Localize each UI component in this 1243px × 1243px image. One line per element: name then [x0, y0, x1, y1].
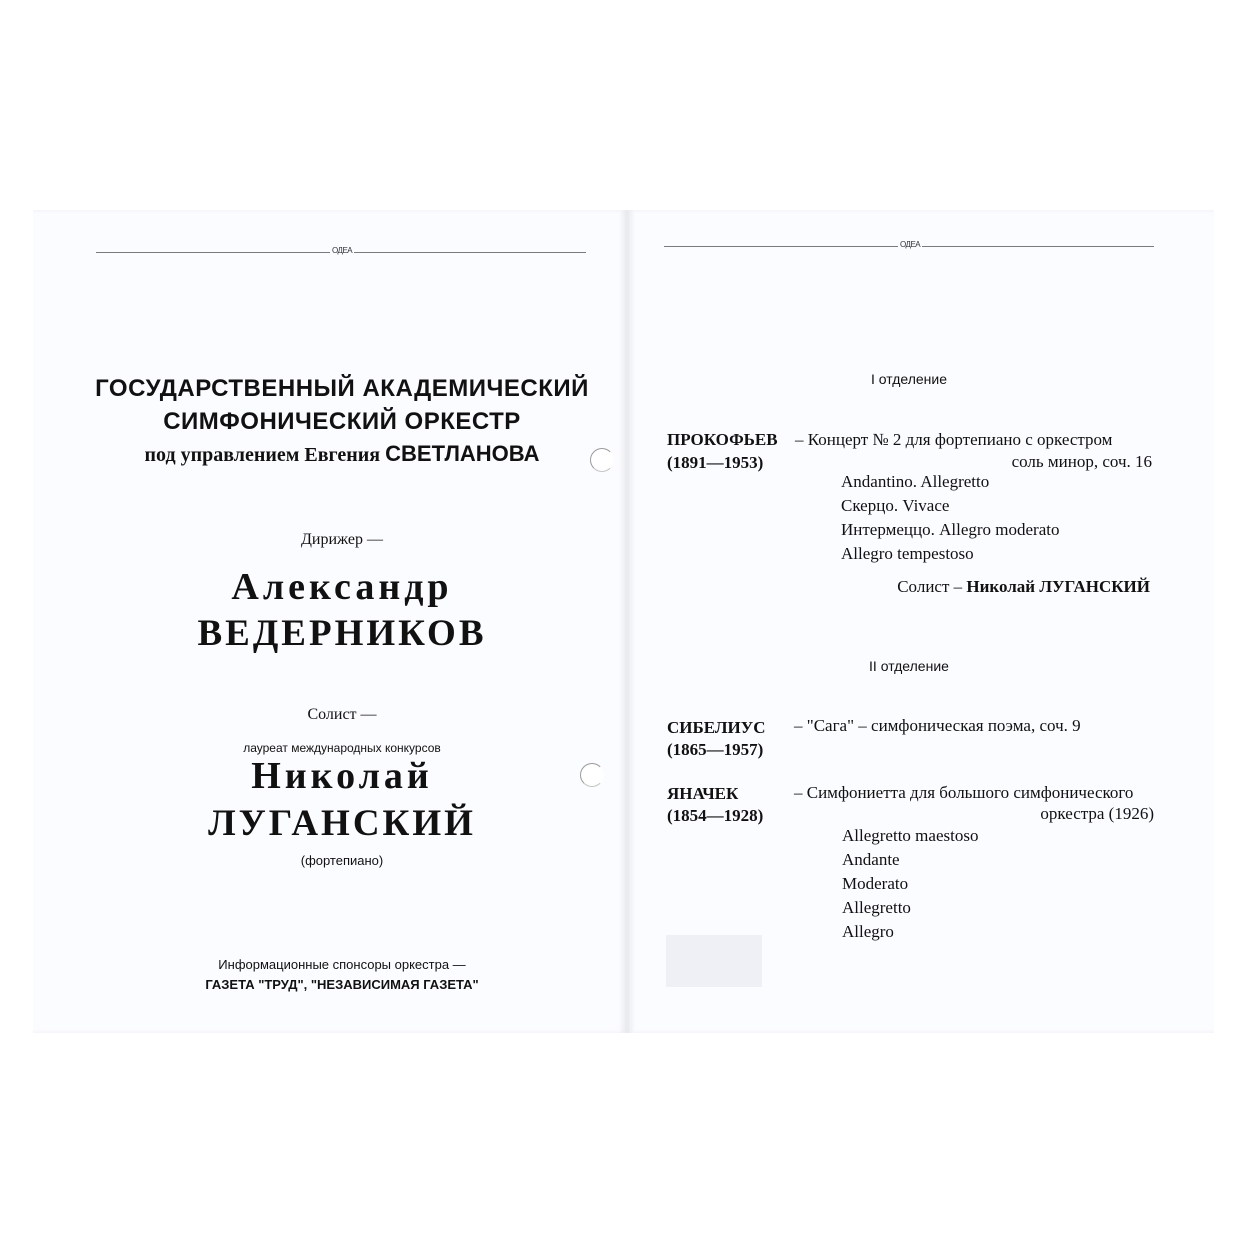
movement-janacek: Andante: [842, 850, 900, 869]
soloist-credit: [897, 577, 1150, 597]
work-sibelius-line1: – "Сага" – симфоническая поэма, соч. 9: [794, 716, 1081, 735]
header-mark: ОДЕА: [900, 240, 921, 249]
right-page: [629, 210, 1214, 1033]
movement-janacek: Moderato: [842, 874, 909, 893]
header-mark: ОДЕА: [332, 246, 353, 255]
soloist-label: Солист —: [307, 706, 377, 723]
part2-heading: II отделение: [869, 658, 949, 674]
binder-hole-left-bottom: [580, 763, 604, 787]
movement-janacek: Allegro: [842, 922, 894, 941]
years-sibelius: (1865—1957): [667, 740, 764, 759]
binder-hole-left-top: [590, 448, 614, 472]
movement-prokofiev: Скерцо. Vivace: [841, 496, 950, 515]
movement-prokofiev: Allegro tempestoso: [841, 544, 974, 563]
direction-line: [33, 441, 651, 467]
conductor-label: Дирижер —: [301, 531, 383, 548]
direction-prefix: под управлением Евгения: [144, 444, 381, 466]
movement-prokofiev: Интермеццо. Allegro moderato: [841, 520, 1060, 539]
soloist-first-name: Николай: [251, 755, 433, 797]
instrument-note: (фортепиано): [300, 853, 384, 868]
composer-sibelius: СИБЕЛИУС: [667, 718, 766, 737]
part1-heading: I отделение: [871, 371, 947, 387]
movement-prokofiev: Andantino. Allegretto: [841, 472, 990, 491]
years-janacek: (1854—1928): [667, 806, 764, 825]
direction-name: СВЕТЛАНОВА: [385, 441, 540, 466]
movement-janacek: Allegretto maestoso: [842, 826, 979, 845]
laureate-note: лауреат международных конкурсов: [243, 741, 441, 755]
work-janacek-line2: оркестра (1926): [1040, 804, 1154, 823]
years-prokofiev: (1891—1953): [667, 453, 764, 472]
conductor-first-name: Александр: [231, 566, 453, 608]
sponsors-names: ГАЗЕТА "ТРУД", "НЕЗАВИСИМАЯ ГАЗЕТА": [205, 977, 479, 992]
orchestra-title-line2: СИМФОНИЧЕСКИЙ ОРКЕСТР: [163, 408, 521, 435]
soloist-last-name: ЛУГАНСКИЙ: [208, 803, 476, 844]
left-page: [33, 210, 625, 1033]
work-prokofiev-line1: – Концерт № 2 для фортепиано с оркестром: [795, 430, 1113, 449]
work-prokofiev-line2: соль минор, соч. 16: [1011, 452, 1152, 471]
work-janacek-line1: – Симфониетта для большого симфонического: [794, 783, 1134, 802]
orchestra-title-line1: ГОСУДАРСТВЕННЫЙ АКАДЕМИЧЕСКИЙ: [95, 375, 589, 402]
composer-janacek: ЯНАЧЕК: [667, 784, 739, 803]
show-through-block: [666, 935, 762, 987]
movement-janacek: Allegretto: [842, 898, 911, 917]
sponsors-label: Информационные спонсоры оркестра —: [218, 957, 466, 972]
soloist-credit-label: Солист –: [897, 577, 963, 596]
conductor-last-name: ВЕДЕРНИКОВ: [197, 613, 487, 654]
soloist-credit-name: Николай ЛУГАНСКИЙ: [966, 577, 1150, 596]
composer-prokofiev: ПРОКОФЬЕВ: [667, 430, 778, 449]
